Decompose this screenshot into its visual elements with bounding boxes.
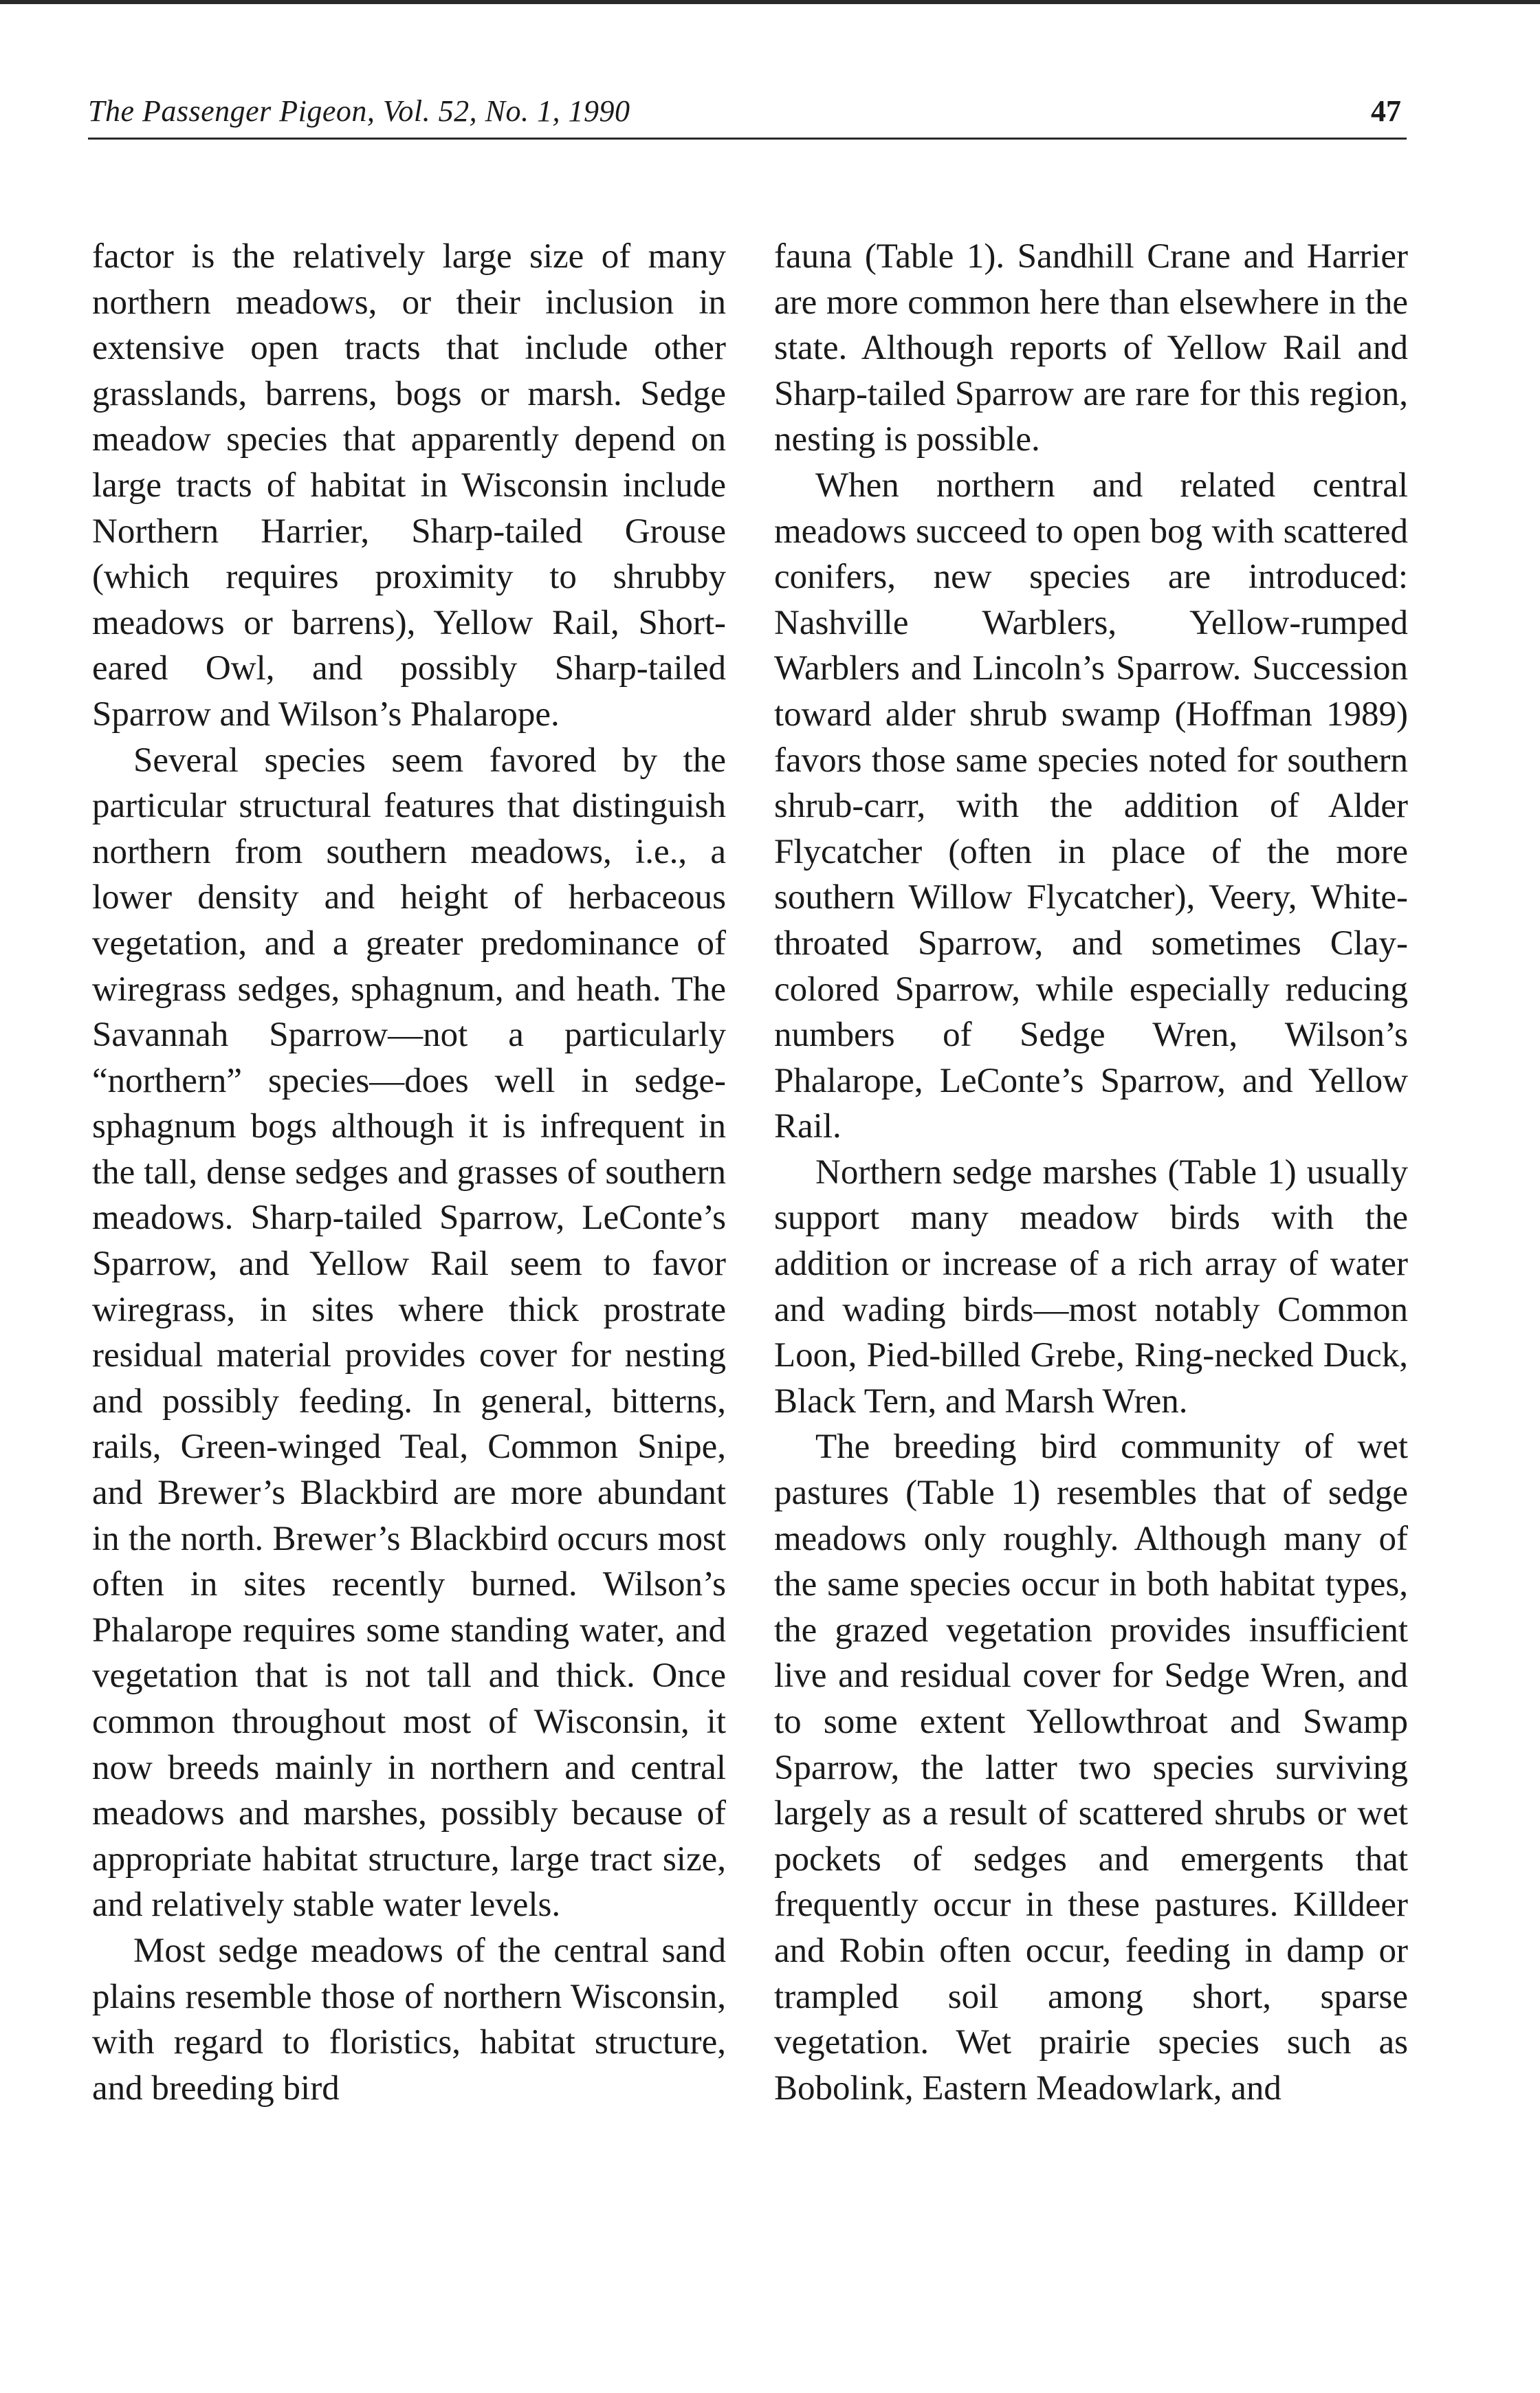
paragraph: Most sedge meadows of the central sand plains resemble those of northern Wisconsin, with regard to floristics, habitat structure, and breeding bird [92,1931,726,2108]
top-border-rule [0,0,1540,4]
paragraph: Northern sedge marshes (Table 1) usually support many meadow birds with the addition or increase of a rich array of water and wading birds—most notably Common Loon, Pied-billed Grebe, Ring-necked Duck, Black Tern, and Marsh Wren. [774,1152,1408,1421]
page-number: 47 [1371,94,1401,128]
paragraph: The breeding bird community of wet pastures (Table 1) resembles that of sedge meadows only roughly. Although many of the same species occur in both habitat types, the grazed vegetation provides insufficient live and residual cover for Sedge Wren, and to some extent Yellowthroat and Swamp Sparrow, the latter two species surviving largely as a result of scattered shrubs or wet pockets of sedges and emergents that frequently occur in these pastures. Killdeer and Robin often occur, feeding in damp or trampled soil among short, sparse vegetation. Wet prairie species such as Bobolink, Eastern Meadowlark, and [774,1428,1408,2108]
paragraph: When northern and related central meadows succeed to open bog with scattered conifers, new species are introduced: Nashville Warblers, Yellow-rumped Warblers and Lincoln’s Sparrow. Succession toward alder shrub swamp (Hoffman 1989) favors those same species noted for southern shrub-carr, with the addition of Alder Flycatcher (often in place of the more southern Willow Flycatcher), Veery, White-throated Sparrow, and sometimes Clay-colored Sparrow, while especially reducing numbers of Sedge Wren, Wilson’s Phalarope, LeConte’s Sparrow, and Yellow Rail. [774,466,1408,1146]
left-column [92,234,726,2111]
paragraph: factor is the relatively large size of many northern meadows, or their inclusion in extensive open tracts that include other grasslands, barrens, bogs or marsh. Sedge meadow species that apparently depend on large tracts of habitat in Wisconsin include Northern Harrier, Sharp-tailed Grouse (which requires proximity to shrubby meadows or barrens), Yellow Rail, Short-eared Owl, and possibly Sharp-tailed Sparrow and Wilson’s Phalarope. [92,237,726,734]
paragraph: fauna (Table 1). Sandhill Crane and Harrier are more common here than elsewhere in the state. Although reports of Yellow Rail and Sharp-tailed Sparrow are rare for this region, nesting is possible. [774,237,1408,459]
journal-title: The Passenger Pigeon, Vol. 52, No. 1, 1990 [88,94,630,128]
running-header [88,88,1407,140]
paragraph: Several species seem favored by the particular structural features that distinguish northern from southern meadows, i.e., a lower density and height of herbaceous vegetation, and a greater predominance of wiregrass sedges, sphagnum, and heath. The Savannah Sparrow—not a particularly “northern” species—does well in sedge-sphagnum bogs although it is infrequent in the tall, dense sedges and grasses of southern meadows. Sharp-tailed Sparrow, LeConte’s Sparrow, and Yellow Rail seem to favor wiregrass, in sites where thick prostrate residual material provides cover for nesting and possibly feeding. In general, bitterns, rails, Green-winged Teal, Common Snipe, and Brewer’s Blackbird are more abundant in the north. Brewer’s Blackbird occurs most often in sites recently burned. Wilson’s Phalarope requires some standing water, and vegetation that is not tall and thick. Once common throughout most of Wisconsin, it now breeds mainly in northern and central meadows and marshes, possibly because of appropriate habitat structure, large tract size, and relatively stable water levels. [92,741,726,1925]
right-column [774,234,1408,2111]
